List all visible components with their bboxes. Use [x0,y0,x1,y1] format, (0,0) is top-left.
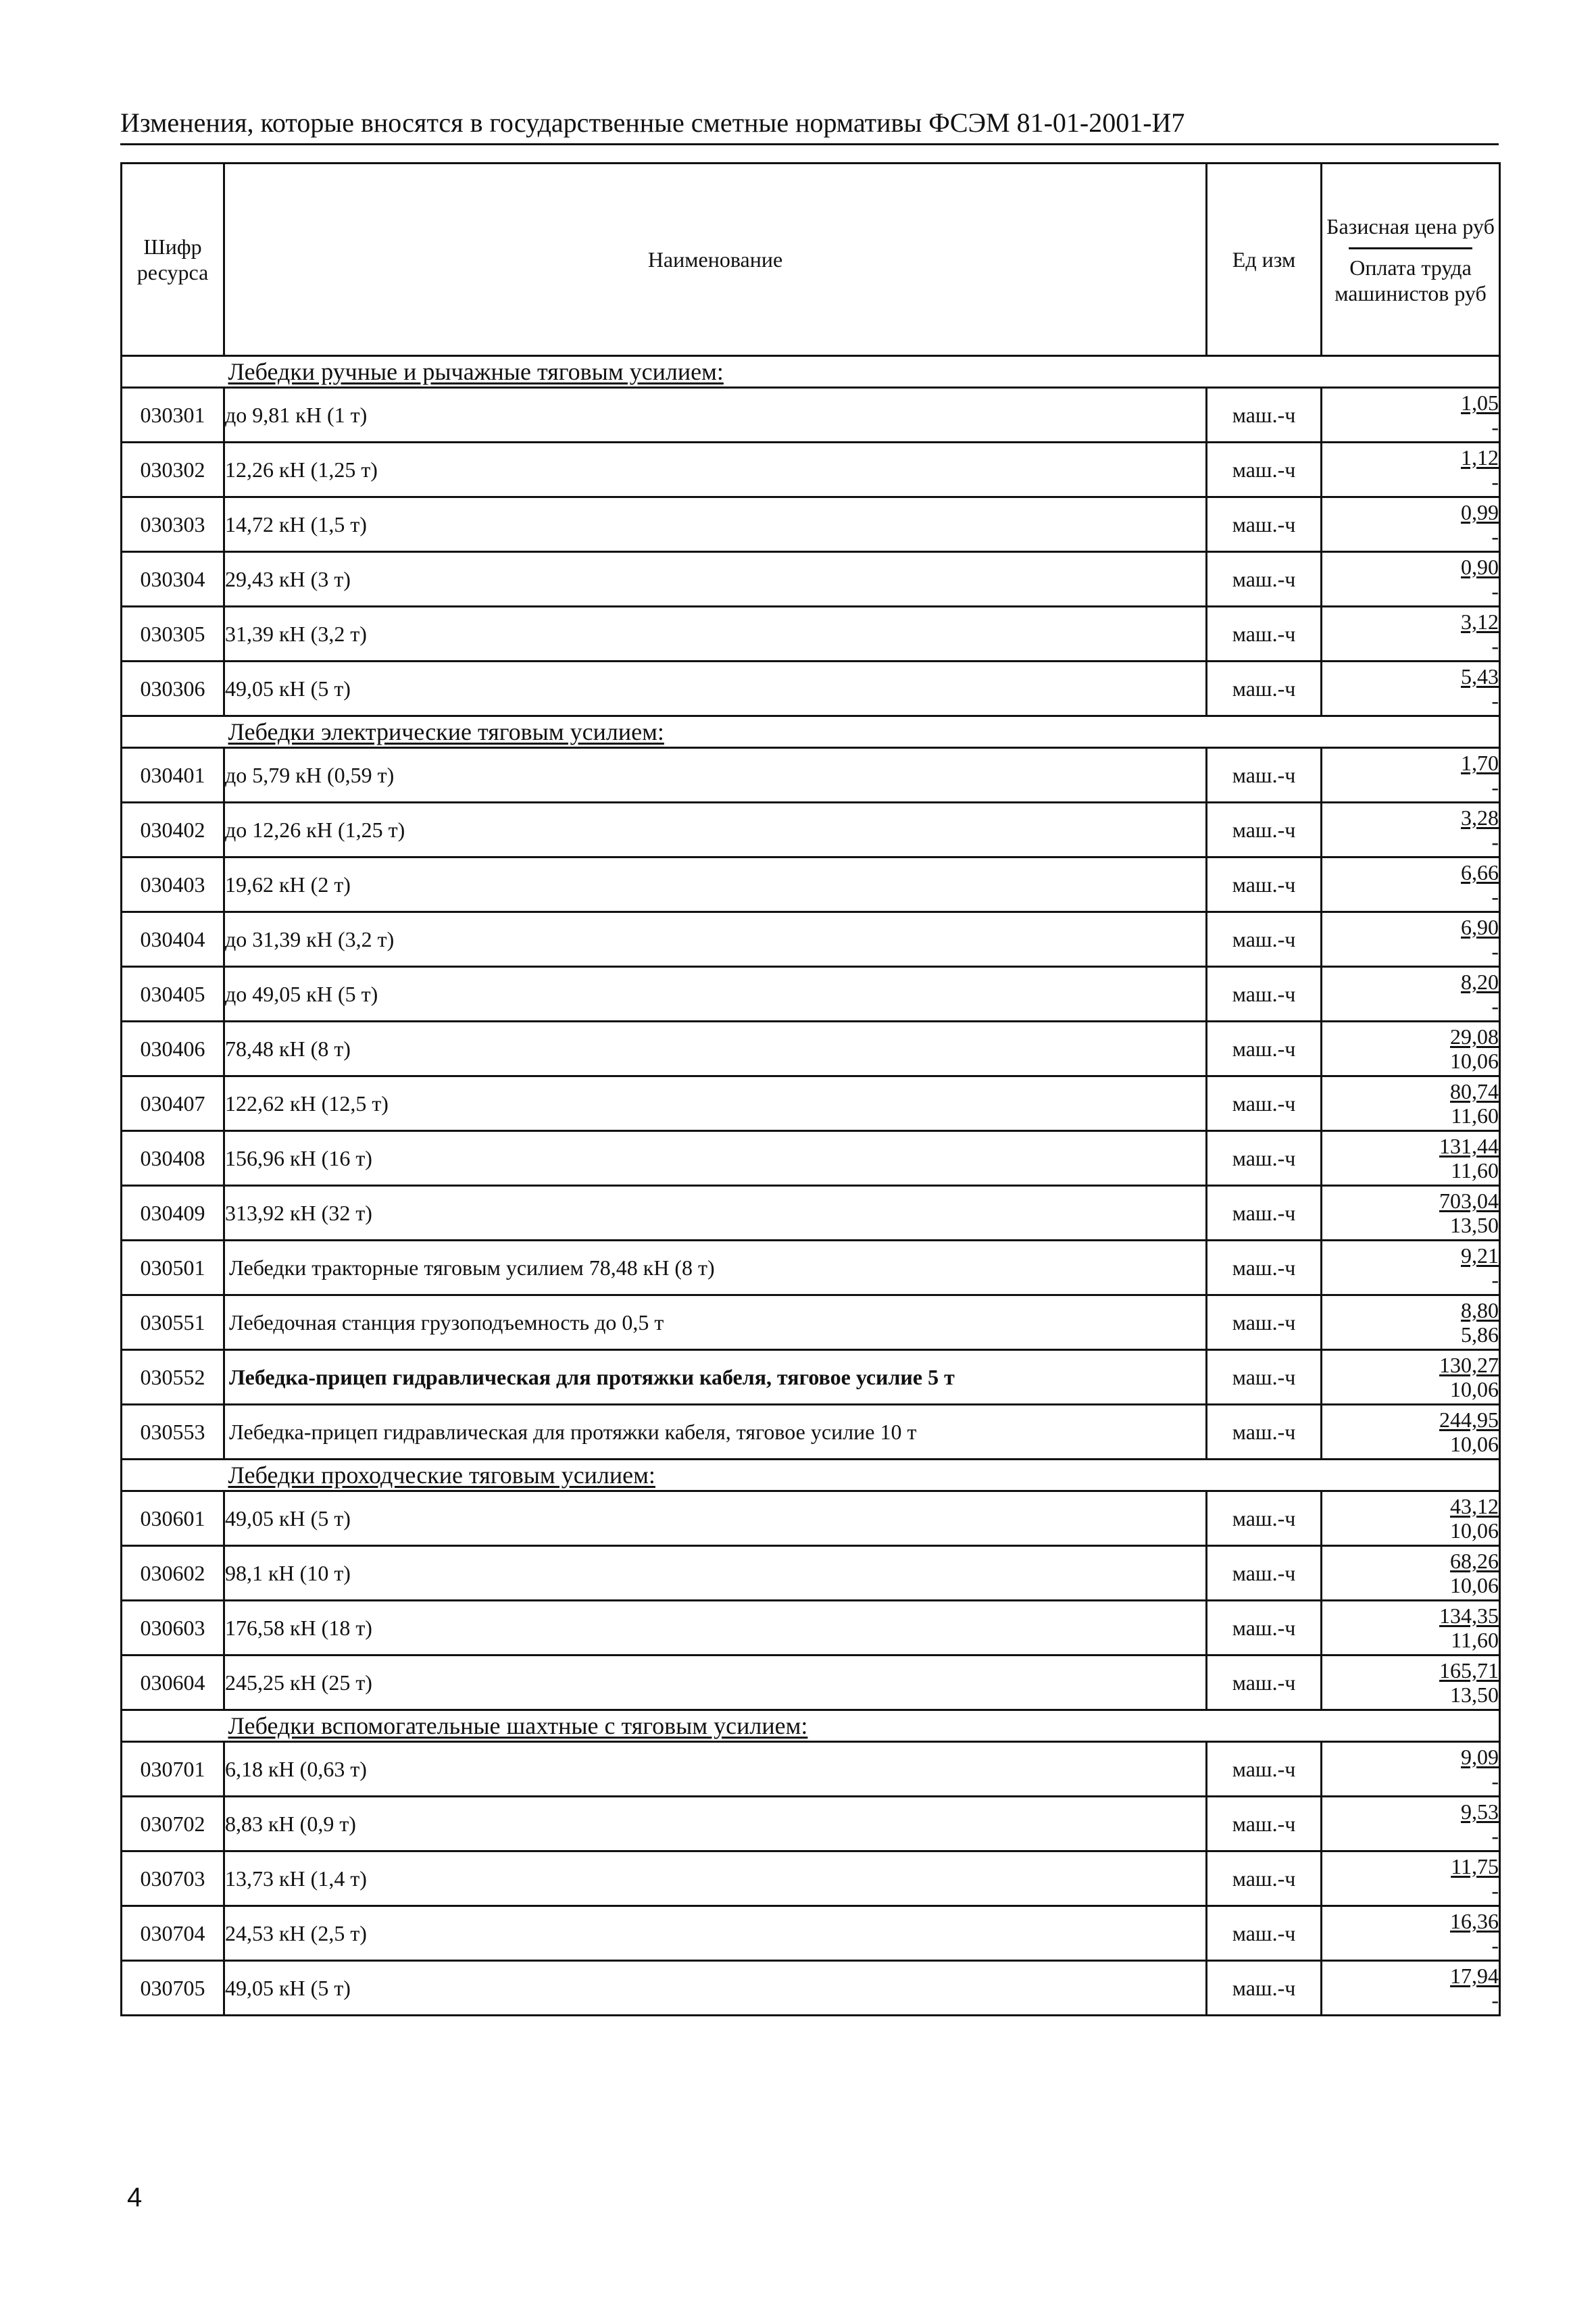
resource-code: 030551 [122,1295,224,1350]
resource-name: 98,1 кН (10 т) [224,1546,1207,1601]
resource-code: 030408 [122,1131,224,1186]
labor-cost-value: - [1491,634,1499,658]
price-cell [1322,388,1500,443]
resource-code: 030701 [122,1742,224,1797]
unit-of-measure: маш.-ч [1207,1241,1322,1295]
base-price-value: 3,28 [1461,805,1499,830]
price-cell [1322,1491,1500,1546]
base-price-value: 3,12 [1461,609,1499,634]
section-header-row [122,1710,1500,1742]
unit-of-measure: маш.-ч [1207,1076,1322,1131]
unit-of-measure: маш.-ч [1207,607,1322,662]
price-cell [1322,1350,1500,1405]
table-row [122,443,1500,497]
table-row [122,1022,1500,1076]
table-row [122,967,1500,1022]
resource-code: 030702 [122,1797,224,1851]
price-cell [1322,857,1500,912]
resource-name: 8,83 кН (0,9 т) [224,1797,1207,1851]
price-cell [1322,552,1500,607]
table-row [122,1491,1500,1546]
unit-of-measure: маш.-ч [1207,497,1322,552]
price-cell [1322,1601,1500,1656]
resource-code: 030301 [122,388,224,443]
labor-cost-value: - [1491,830,1499,854]
resource-code: 030404 [122,912,224,967]
resource-name: 313,92 кН (32 т) [224,1186,1207,1241]
base-price-value: 68,26 [1450,1549,1499,1573]
table-row [122,388,1500,443]
price-cell [1322,1131,1500,1186]
resource-code: 030304 [122,552,224,607]
resource-name: 19,62 кН (2 т) [224,857,1207,912]
resource-name: 122,62 кН (12,5 т) [224,1076,1207,1131]
price-cell [1322,1022,1500,1076]
table-row [122,1350,1500,1405]
unit-of-measure: маш.-ч [1207,552,1322,607]
document-header: Изменения, которые вносятся в государственные сметные нормативы ФСЭМ 81-01-2001-И7 [120,107,1499,145]
unit-of-measure: маш.-ч [1207,443,1322,497]
unit-of-measure: маш.-ч [1207,1295,1322,1350]
unit-of-measure: маш.-ч [1207,1022,1322,1076]
unit-of-measure: маш.-ч [1207,1186,1322,1241]
resource-code: 030406 [122,1022,224,1076]
resource-name: Лебедочная станция грузоподъемность до 0,5 т [224,1295,1207,1350]
table-row [122,1851,1500,1906]
price-cell [1322,748,1500,803]
unit-of-measure: маш.-ч [1207,1742,1322,1797]
unit-of-measure: маш.-ч [1207,1961,1322,2016]
base-price-value: 703,04 [1439,1189,1499,1213]
resource-name: 29,43 кН (3 т) [224,552,1207,607]
labor-cost-value: 10,06 [1450,1573,1499,1597]
unit-of-measure: маш.-ч [1207,857,1322,912]
labor-cost-value: - [1491,470,1499,494]
unit-of-measure: маш.-ч [1207,1851,1322,1906]
unit-of-measure: маш.-ч [1207,803,1322,857]
labor-cost-value: 13,50 [1450,1213,1499,1237]
resource-name: до 5,79 кН (0,59 т) [224,748,1207,803]
base-price-value: 165,71 [1439,1658,1499,1683]
resource-code: 030409 [122,1186,224,1241]
section-title: Лебедки ручные и рычажные тяговым усилием: [224,356,1500,388]
table-row [122,1241,1500,1295]
unit-of-measure: маш.-ч [1207,748,1322,803]
price-cell [1322,1076,1500,1131]
unit-of-measure: маш.-ч [1207,388,1322,443]
base-price-value: 1,70 [1461,751,1499,775]
labor-cost-value: - [1491,939,1499,964]
table-row [122,497,1500,552]
unit-of-measure: маш.-ч [1207,1350,1322,1405]
table-row [122,1961,1500,2016]
price-cell [1322,662,1500,716]
base-price-value: 11,75 [1451,1854,1499,1878]
unit-of-measure: маш.-ч [1207,1131,1322,1186]
resource-code: 030703 [122,1851,224,1906]
resource-code: 030403 [122,857,224,912]
resource-name: 24,53 кН (2,5 т) [224,1906,1207,1961]
base-price-value: 9,09 [1461,1745,1499,1769]
labor-cost-value: - [1491,1878,1499,1903]
resource-code: 030407 [122,1076,224,1131]
resource-name: до 49,05 кН (5 т) [224,967,1207,1022]
labor-cost-value: 10,06 [1450,1518,1499,1543]
resource-code: 030405 [122,967,224,1022]
price-cell [1322,1851,1500,1906]
price-cell [1322,967,1500,1022]
price-cell [1322,1742,1500,1797]
column-header-code: Шифр ресурса [122,164,224,356]
resource-code: 030305 [122,607,224,662]
unit-of-measure: маш.-ч [1207,1656,1322,1710]
base-price-value: 6,90 [1461,915,1499,939]
price-cell [1322,803,1500,857]
table-row [122,803,1500,857]
labor-cost-value: - [1491,579,1499,603]
section-header-row [122,716,1500,748]
section-code-cell [122,1460,224,1491]
resource-name: 176,58 кН (18 т) [224,1601,1207,1656]
unit-of-measure: маш.-ч [1207,662,1322,716]
unit-of-measure: маш.-ч [1207,1797,1322,1851]
price-cell [1322,607,1500,662]
unit-of-measure: маш.-ч [1207,912,1322,967]
column-header-price [1322,164,1500,356]
base-price-value: 80,74 [1450,1079,1499,1103]
base-price-value: 17,94 [1450,1964,1499,1988]
price-cell [1322,912,1500,967]
base-price-value: 9,21 [1461,1243,1499,1268]
section-code-cell [122,1710,224,1742]
price-cell [1322,497,1500,552]
base-price-value: 9,53 [1461,1799,1499,1824]
page-number: 4 [127,2183,143,2212]
resource-name: 156,96 кН (16 т) [224,1131,1207,1186]
section-header-row [122,1460,1500,1491]
base-price-value: 0,90 [1461,555,1499,579]
resource-name: до 12,26 кН (1,25 т) [224,803,1207,857]
section-title: Лебедки электрические тяговым усилием: [224,716,1500,748]
resource-code: 030553 [122,1405,224,1460]
labor-cost-value: 11,60 [1451,1158,1499,1183]
base-price-value: 1,05 [1461,391,1499,415]
resource-code: 030302 [122,443,224,497]
section-title: Лебедки вспомогательные шахтные с тяговым усилием: [224,1710,1500,1742]
labor-cost-value: - [1491,1769,1499,1793]
table-row [122,1295,1500,1350]
resource-name: Лебедка-прицеп гидравлическая для протяжки кабеля, тяговое усилие 5 т [224,1350,1207,1405]
base-price-value: 0,99 [1461,500,1499,524]
unit-of-measure: маш.-ч [1207,1601,1322,1656]
table-row [122,748,1500,803]
section-code-cell [122,356,224,388]
table-row [122,912,1500,967]
base-price-value: 16,36 [1450,1909,1499,1933]
labor-cost-value: 10,06 [1450,1049,1499,1073]
column-header-base-price: Базисная цена руб [1326,214,1495,239]
column-header-unit: Ед изм [1207,164,1322,356]
price-cell [1322,443,1500,497]
base-price-value: 43,12 [1450,1494,1499,1518]
section-code-cell [122,716,224,748]
resource-name: 49,05 кН (5 т) [224,1961,1207,2016]
price-cell [1322,1656,1500,1710]
labor-cost-value: 11,60 [1451,1103,1499,1128]
price-cell [1322,1295,1500,1350]
labor-cost-value: 5,86 [1461,1322,1499,1347]
resource-code: 030501 [122,1241,224,1295]
resource-code: 030601 [122,1491,224,1546]
table-row [122,1906,1500,1961]
resource-name: 6,18 кН (0,63 т) [224,1742,1207,1797]
resource-price-table [120,162,1501,2016]
labor-cost-value: - [1491,1933,1499,1958]
table-row [122,1742,1500,1797]
labor-cost-value: - [1491,524,1499,549]
table-row [122,857,1500,912]
labor-cost-value: 10,06 [1450,1377,1499,1401]
unit-of-measure: маш.-ч [1207,967,1322,1022]
table-row [122,607,1500,662]
table-row [122,662,1500,716]
labor-cost-value: - [1491,415,1499,439]
price-cell [1322,1186,1500,1241]
base-price-value: 1,12 [1461,445,1499,470]
table-row [122,1131,1500,1186]
labor-cost-value: 11,60 [1451,1628,1499,1652]
base-price-value: 134,35 [1439,1603,1499,1628]
price-cell [1322,1405,1500,1460]
resource-code: 030704 [122,1906,224,1961]
resource-name: 12,26 кН (1,25 т) [224,443,1207,497]
price-cell [1322,1546,1500,1601]
resource-name: 31,39 кН (3,2 т) [224,607,1207,662]
base-price-value: 8,20 [1461,970,1499,994]
resource-code: 030705 [122,1961,224,2016]
resource-name: Лебедки тракторные тяговым усилием 78,48 кН (8 т) [224,1241,1207,1295]
table-row [122,1405,1500,1460]
price-cell [1322,1961,1500,2016]
section-header-row [122,356,1500,388]
resource-name: до 31,39 кН (3,2 т) [224,912,1207,967]
table-row [122,552,1500,607]
labor-cost-value: - [1491,994,1499,1018]
base-price-value: 5,43 [1461,664,1499,689]
resource-code: 030401 [122,748,224,803]
resource-name: 13,73 кН (1,4 т) [224,1851,1207,1906]
labor-cost-value: - [1491,689,1499,713]
table-body [122,356,1500,2016]
price-cell [1322,1797,1500,1851]
resource-code: 030402 [122,803,224,857]
table-row [122,1797,1500,1851]
resource-name: 78,48 кН (8 т) [224,1022,1207,1076]
table-row [122,1546,1500,1601]
resource-code: 030552 [122,1350,224,1405]
labor-cost-value: 10,06 [1450,1432,1499,1456]
labor-cost-value: - [1491,1824,1499,1848]
labor-cost-value: - [1491,1988,1499,2012]
labor-cost-value: - [1491,775,1499,799]
unit-of-measure: маш.-ч [1207,1405,1322,1460]
table-row [122,1186,1500,1241]
table-header-row [122,164,1500,356]
unit-of-measure: маш.-ч [1207,1906,1322,1961]
column-header-name: Наименование [224,164,1207,356]
resource-code: 030602 [122,1546,224,1601]
resource-code: 030306 [122,662,224,716]
resource-code: 030603 [122,1601,224,1656]
resource-name: 14,72 кН (1,5 т) [224,497,1207,552]
labor-cost-value: - [1491,885,1499,909]
base-price-value: 130,27 [1439,1353,1499,1377]
column-header-labor-cost: Оплата труда машинистов руб [1335,255,1487,305]
resource-name: 245,25 кН (25 т) [224,1656,1207,1710]
price-cell [1322,1241,1500,1295]
price-cell [1322,1906,1500,1961]
base-price-value: 6,66 [1461,860,1499,885]
table-row [122,1656,1500,1710]
resource-name: до 9,81 кН (1 т) [224,388,1207,443]
unit-of-measure: маш.-ч [1207,1491,1322,1546]
base-price-value: 8,80 [1461,1298,1499,1322]
resource-code: 030604 [122,1656,224,1710]
resource-name: 49,05 кН (5 т) [224,662,1207,716]
table-row [122,1076,1500,1131]
resource-name: Лебедка-прицеп гидравлическая для протяжки кабеля, тяговое усилие 10 т [224,1405,1207,1460]
labor-cost-value: 13,50 [1450,1683,1499,1707]
section-title: Лебедки проходческие тяговым усилием: [224,1460,1500,1491]
base-price-value: 244,95 [1439,1408,1499,1432]
resource-name: 49,05 кН (5 т) [224,1491,1207,1546]
base-price-value: 29,08 [1450,1024,1499,1049]
unit-of-measure: маш.-ч [1207,1546,1322,1601]
resource-code: 030303 [122,497,224,552]
base-price-value: 131,44 [1439,1134,1499,1158]
labor-cost-value: - [1491,1268,1499,1292]
table-row [122,1601,1500,1656]
